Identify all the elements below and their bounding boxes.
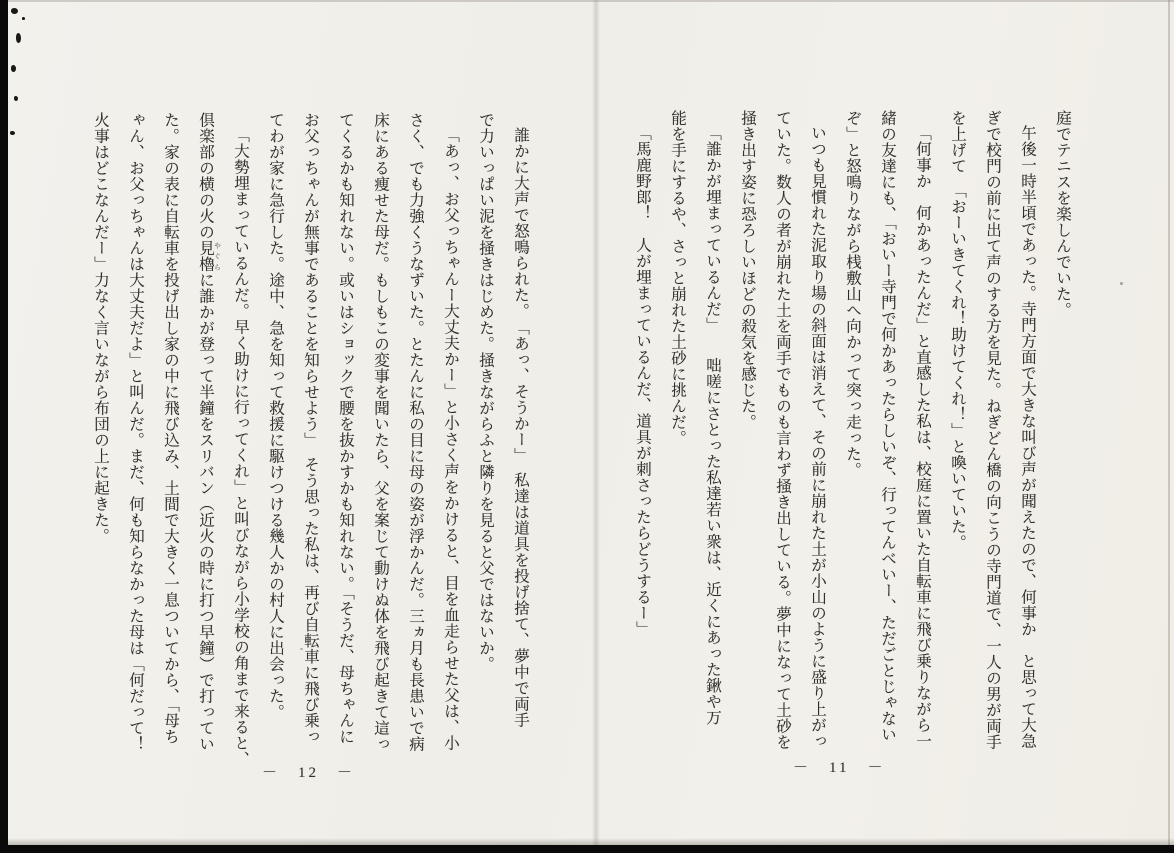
text-column: 緒の友達にも、「おいー寺門で何かあったらしいぞ、行ってんべいー、ただごとじゃない xyxy=(879,110,896,743)
text-column: ぞ」と怒鳴りながら桟敷山へ向かって突っ走った。 xyxy=(844,110,861,478)
text-column: 庭でテニスを楽しんでいた。 xyxy=(1054,110,1071,318)
scan-speck xyxy=(10,131,15,135)
text-column: てくるかも知れない。或いはショックで腰を抜かすかも知れない。「そうだ、母ちゃんに xyxy=(337,112,354,745)
text-column: 倶楽部の横の火の見櫓 やぐらに誰かが登って半鐘をスリバン（近火の時に打つ早鐘）で打ってい xyxy=(197,112,222,752)
text-column: さく、でも力強くうなずいた。とたんに私の目に母の姿が浮かんだ。三ヵ月も長患いで病 xyxy=(407,112,424,752)
text-column: 「馬鹿野郎！ 人が埋まっているんだ、道具が刺さったらどうするー」 xyxy=(634,125,651,637)
text-column: 火事はどこなんだー」力なく言いながら布団の上に起きた。 xyxy=(92,112,109,544)
scan-speck xyxy=(1120,282,1123,285)
text-column: 「あっ、お父っちゃんー大丈夫かー」と小さく声をかけると、目を血走らせた父は、小 xyxy=(442,127,459,751)
text-column: ぎで校門の前に出て声のする方を見た。ねぎどん橋の向こうの寺門道で、一人の男が両手 xyxy=(984,110,1001,750)
scan-edge-bottom xyxy=(0,845,1174,853)
page-12-text-block xyxy=(82,112,538,802)
text-column: いつも見慣れた泥取り場の斜面は消えて、その前に崩れた土が小山のように盛り上がっ xyxy=(809,125,826,749)
text-column: 床にある痩せた母だ。もしもこの変事を聞いたら、父を案じて動けぬ体を飛び起きて這っ xyxy=(372,112,389,752)
text-column: 掻き出す姿に恐ろしいほどの殺気を感じた。 xyxy=(739,110,756,430)
page-fold-shadow xyxy=(592,0,600,853)
text-column: 誰かに大声で怒鳴られた。 「あっ、そうかー」 私達は道具を投げ捨て、夢中で両手 xyxy=(512,127,529,728)
paper-bottom-shadow xyxy=(8,838,1174,845)
text-column: ていた。数人の者が崩れた土を両手でものも言わず掻き出している。夢中になって土砂を xyxy=(774,110,791,750)
scan-speck xyxy=(16,33,21,43)
text-column: 「何事か 何かあったんだ」と直感した私は、校庭に置いた自転車に飛び乗りながら一 xyxy=(914,125,931,749)
scan-speck xyxy=(14,96,18,101)
text-column: で力いっぱい泥を掻きはじめた。掻きながらふと隣りを見ると父ではないか。 xyxy=(477,112,494,672)
text-column: てわが家に急行した。途中、急を知って救援に駆けつける幾人かの村人に出会った。 xyxy=(267,112,284,720)
scan-speck xyxy=(11,8,18,14)
text-column: 午後一時半頃であった。寺門方面で大きな叫び声が聞えたので、何事か と思って大急 xyxy=(1019,125,1036,749)
scan-edge-top xyxy=(8,0,1174,2)
text-column: 「誰かが埋まっているんだ」 咄嗟にさとった私達若い衆は、近くにあった鍬や万 xyxy=(704,125,721,726)
page-number-11: － 11 － xyxy=(793,760,886,776)
text-column: を上げて 「おーいきてくれ！助けてくれ！」と喚いていた。 xyxy=(949,110,966,551)
page-number-12: － 12 － xyxy=(262,765,356,781)
text-column: た。家の表に自転車を投げ出し家の中に飛び込み、土間で大きく一息ついてから、「母ち xyxy=(162,112,179,745)
scan-edge-left xyxy=(0,0,8,853)
scan-speck xyxy=(300,648,303,650)
scan-speck xyxy=(11,65,16,72)
paper-edge-line xyxy=(1168,0,1170,853)
page-11-text-block xyxy=(624,110,1080,800)
scan-speck xyxy=(22,17,25,20)
furigana-ruby: 見櫓 やぐら xyxy=(197,240,222,272)
text-column: お父っちゃんが無事であることを知らせよう」 そう思った私は、再び自転車に飛び乗っ xyxy=(302,112,319,745)
text-column: 「大勢埋まっているんだ。早く助けに行ってくれ」と叫びながら小学校の角まで来ると、 xyxy=(232,127,249,767)
text-column: ゃん、お父っちゃんは大丈夫だよ」と叫んだ。まだ、何も知らなかった母は「何だって！ xyxy=(127,112,144,752)
text-column: 能を手にするや、さっと崩れた土砂に挑んだ。 xyxy=(669,110,686,446)
